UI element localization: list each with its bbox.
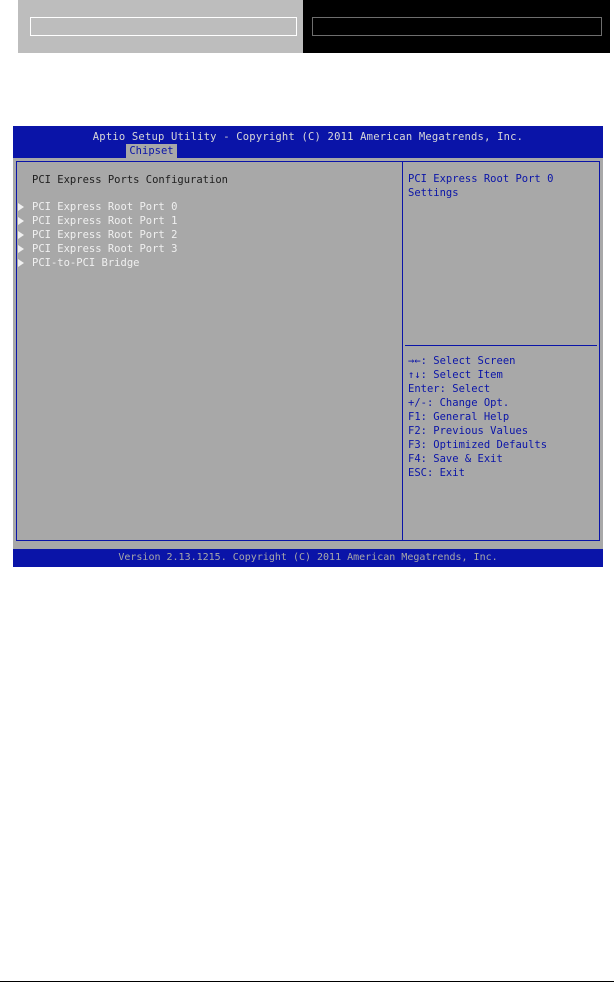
- bios-vertical-divider: [402, 161, 403, 541]
- submenu-arrow-icon: [18, 217, 24, 225]
- bios-setup-screen: [13, 126, 603, 567]
- tab-chipset[interactable]: Chipset: [126, 144, 177, 158]
- bios-title-bar: [13, 126, 603, 158]
- submenu-arrow-icon: [18, 259, 24, 267]
- key-select-item: ↑↓: Select Item: [408, 369, 503, 381]
- menu-item-label: PCI Express Root Port 2: [32, 229, 178, 241]
- page-bottom-rule: [0, 981, 614, 982]
- bios-title: Aptio Setup Utility - Copyright (C) 2011 American Megatrends, Inc.: [92, 131, 524, 143]
- header-left-rule: [30, 17, 297, 36]
- page-header-left-band: [18, 0, 303, 53]
- key-enter-select: Enter: Select: [408, 383, 491, 395]
- key-change-opt: +/-: Change Opt.: [408, 397, 510, 409]
- help-line: Settings: [408, 187, 459, 199]
- key-legend: [408, 354, 598, 480]
- menu-item-root-port-0[interactable]: [18, 200, 177, 214]
- bios-footer-text: Version 2.13.1215. Copyright (C) 2011 American Megatrends, Inc.: [118, 552, 498, 563]
- item-help-panel: [408, 172, 593, 200]
- key-exit: ESC: Exit: [408, 467, 465, 479]
- menu-item-label: PCI Express Root Port 3: [32, 243, 178, 255]
- menu-item-label: PCI Express Root Port 1: [32, 215, 178, 227]
- key-previous-values: F2: Previous Values: [408, 425, 529, 437]
- key-select-screen: →←: Select Screen: [408, 355, 516, 367]
- menu-item-root-port-3[interactable]: [18, 242, 177, 256]
- bios-footer-bar: [13, 549, 603, 567]
- menu-item-label: PCI-to-PCI Bridge: [32, 257, 140, 269]
- help-line: PCI Express Root Port 0: [408, 173, 554, 185]
- menu-item-root-port-1[interactable]: [18, 214, 177, 228]
- menu-item-pci-to-pci-bridge[interactable]: [18, 256, 139, 270]
- menu-item-root-port-2[interactable]: [18, 228, 177, 242]
- submenu-arrow-icon: [18, 245, 24, 253]
- key-optimized-defaults: F3: Optimized Defaults: [408, 439, 548, 451]
- submenu-arrow-icon: [18, 203, 24, 211]
- submenu-arrow-icon: [18, 231, 24, 239]
- header-right-rule: [312, 17, 602, 36]
- key-general-help: F1: General Help: [408, 411, 510, 423]
- page-header-right-band: [303, 0, 610, 53]
- bios-help-divider: [405, 345, 597, 346]
- section-heading: PCI Express Ports Configuration: [32, 174, 228, 186]
- key-save-exit: F4: Save & Exit: [408, 453, 503, 465]
- menu-item-label: PCI Express Root Port 0: [32, 201, 178, 213]
